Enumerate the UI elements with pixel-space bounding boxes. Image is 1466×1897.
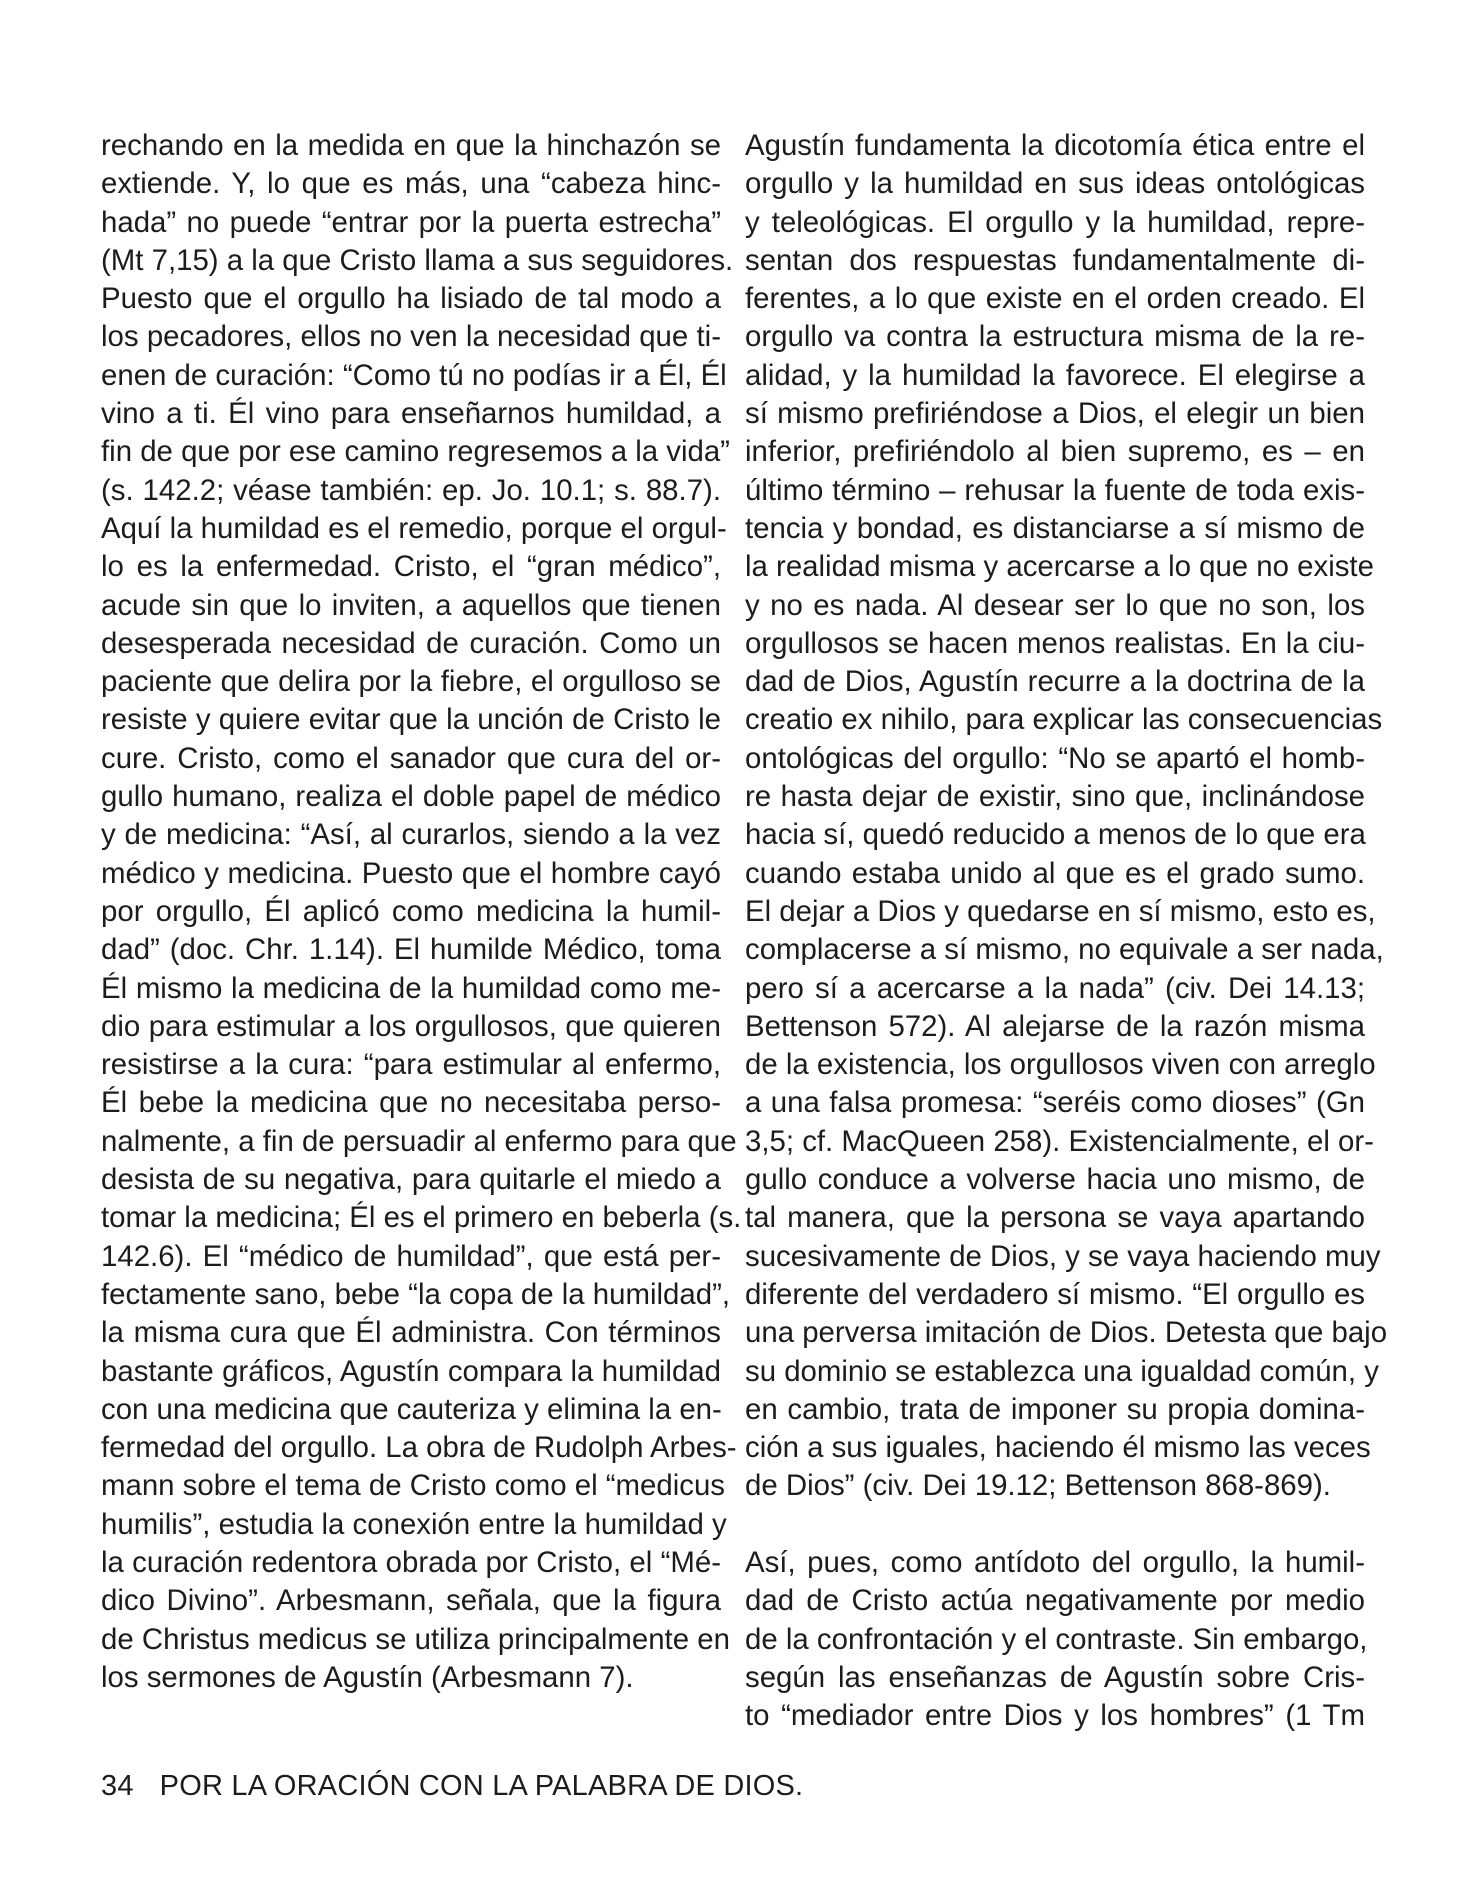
text-line: tal manera, que la persona se vaya apartando [745, 1201, 1365, 1235]
text-line: la realidad misma y acercarse a lo que no existe [745, 550, 1374, 584]
text-line: de la existencia, los orgullosos viven con arreglo [745, 1048, 1376, 1082]
right-column [745, 127, 1388, 1735]
text-line: to “mediador entre Dios y los hombres” (1 Tm [745, 1699, 1365, 1733]
text-line: de Dios” (civ. Dei 19.12; Bettenson 868-869). [745, 1469, 1331, 1503]
text-line: médico y medicina. Puesto que el hombre cayó [101, 856, 721, 890]
text-line: diferente del verdadero sí mismo. “El orgullo es [745, 1277, 1365, 1311]
text-line: El dejar a Dios y quedarse en sí mismo, esto es, [745, 894, 1376, 928]
text-line: cuando estaba unido al que es el grado sumo. [745, 856, 1365, 890]
text-line: ción a sus iguales, haciendo él mismo las veces [745, 1431, 1371, 1465]
text-line: (s. 142.2; véase también: ep. Jo. 10.1; s. 88.7). [101, 473, 721, 507]
text-line: ontológicas del orgullo: “No se apartó el homb- [745, 741, 1365, 775]
text-line: con una medicina que cauteriza y elimina la en- [101, 1392, 722, 1426]
text-line: nalmente, a fin de persuadir al enfermo para que [101, 1124, 737, 1158]
text-line: fectamente sano, bebe “la copa de la humildad”, [101, 1277, 731, 1311]
left-column [101, 127, 742, 1697]
text-line: en cambio, trata de imponer su propia domina- [745, 1392, 1365, 1426]
text-line: pero sí a acercarse a la nada” (civ. Dei 14.13; [745, 971, 1365, 1005]
running-title: POR LA ORACIÓN CON LA PALABRA DE DIOS. [159, 1770, 804, 1802]
text-line: Agustín fundamenta la dicotomía ética entre el [745, 129, 1365, 162]
text-line: orgullo y la humildad en sus ideas ontológicas [745, 167, 1365, 201]
text-line: Puesto que el orgullo ha lisiado de tal modo a [101, 282, 721, 316]
right-paragraph-2 [745, 1544, 1368, 1735]
text-line: resistirse a la cura: “para estimular al enfermo, [101, 1048, 721, 1082]
text-line: hacia sí, quedó reducido a menos de lo que era [745, 818, 1366, 852]
text-line: Él bebe la medicina que no necesitaba perso- [101, 1086, 721, 1120]
text-line: ferentes, a lo que existe en el orden creado. El [745, 282, 1365, 316]
text-line: desesperada necesidad de curación. Como un [101, 626, 721, 660]
text-line: fin de que por ese camino regresemos a la vida” [101, 435, 730, 469]
text-line: bastante gráficos, Agustín compara la humildad [101, 1354, 721, 1388]
text-line: sentan dos respuestas fundamentalmente di- [745, 243, 1365, 277]
text-line: dio para estimular a los orgullosos, que quieren [101, 1009, 721, 1043]
text-line: por orgullo, Él aplicó como medicina la humil- [101, 894, 721, 928]
paragraph-gap [745, 1506, 1365, 1544]
text-line: vino a ti. Él vino para enseñarnos humildad, a [101, 397, 721, 431]
text-line: su dominio se establezca una igualdad común, y [745, 1354, 1379, 1388]
text-line: desista de su negativa, para quitarle el miedo a [101, 1163, 721, 1197]
text-line: tencia y bondad, es distanciarse a sí mismo de [745, 511, 1365, 545]
text-line: según las enseñanzas de Agustín sobre Cris- [745, 1660, 1365, 1694]
text-line: dico Divino”. Arbesmann, señala, que la figura [101, 1584, 721, 1618]
text-line: inferior, prefiriéndolo al bien supremo, es – en [745, 435, 1365, 469]
text-line: sí mismo prefiriéndose a Dios, el elegir un bien [745, 397, 1365, 431]
text-line: los pecadores, ellos no ven la necesidad que ti- [101, 320, 721, 354]
text-line: rechando en la medida en que la hinchazón se [101, 129, 721, 162]
text-line: humilis”, estudia la conexión entre la humildad y [101, 1507, 727, 1541]
right-paragraph-1 [745, 127, 1388, 1506]
text-line: y de medicina: “Así, al curarlos, siendo a la vez [101, 818, 721, 852]
text-line: 142.6). El “médico de humildad”, que está per- [101, 1239, 721, 1273]
text-line: Él mismo la medicina de la humildad como me- [101, 971, 721, 1005]
text-line: cure. Cristo, como el sanador que cura del or- [101, 741, 721, 775]
text-line: mann sobre el tema de Cristo como el “medicus [101, 1469, 725, 1503]
text-line: gullo conduce a volverse hacia uno mismo, de [745, 1163, 1365, 1197]
text-line: último término – rehusar la fuente de toda exis- [745, 473, 1365, 507]
text-line: 3,5; cf. MacQueen 258). Existencialmente, el or- [745, 1124, 1374, 1158]
text-line: Bettenson 572). Al alejarse de la razón misma [745, 1009, 1365, 1043]
text-line: de Christus medicus se utiliza principalmente en [101, 1622, 730, 1656]
text-line: extiende. Y, lo que es más, una “cabeza hinc- [101, 167, 721, 201]
text-line: re hasta dejar de existir, sino que, inclinándose [745, 780, 1365, 814]
text-line: la misma cura que Él administra. Con términos [101, 1316, 721, 1350]
text-line: y teleológicas. El orgullo y la humildad, repre- [745, 205, 1365, 239]
text-line: enen de curación: “Como tú no podías ir a Él, Él [101, 358, 727, 392]
text-line: alidad, y la humildad la favorece. El elegirse a [745, 358, 1365, 392]
text-line: sucesivamente de Dios, y se vaya haciendo muy [745, 1239, 1381, 1273]
text-line: tomar la medicina; Él es el primero en beberla (s. [101, 1201, 742, 1235]
text-line: Aquí la humildad es el remedio, porque el orgul- [101, 511, 727, 545]
text-line: gullo humano, realiza el doble papel de médico [101, 780, 721, 814]
text-line: complacerse a sí mismo, no equivale a ser nada, [745, 933, 1384, 967]
text-line: resiste y quiere evitar que la unción de Cristo le [101, 703, 721, 737]
text-line: orgullosos se hacen menos realistas. En la ciu- [745, 626, 1365, 660]
text-line: y no es nada. Al desear ser lo que no son, los [745, 588, 1365, 622]
text-line: (Mt 7,15) a la que Cristo llama a sus seguidores. [101, 243, 734, 277]
text-line: una perversa imitación de Dios. Detesta que bajo [745, 1316, 1388, 1350]
text-line: paciente que delira por la fiebre, el orgulloso se [101, 665, 721, 699]
text-line: a una falsa promesa: “seréis como dioses” (Gn [745, 1086, 1365, 1120]
text-line: la curación redentora obrada por Cristo, el “Mé- [101, 1545, 721, 1579]
text-line: dad de Dios, Agustín recurre a la doctrina de la [745, 665, 1365, 699]
text-line: creatio ex nihilo, para explicar las consecuencias [745, 703, 1383, 737]
text-line: lo es la enfermedad. Cristo, el “gran médico”, [101, 550, 721, 584]
text-line: orgullo va contra la estructura misma de la re- [745, 320, 1365, 354]
page-number: 34 [101, 1770, 134, 1802]
text-line: dad” (doc. Chr. 1.14). El humilde Médico, toma [101, 933, 721, 967]
text-line: los sermones de Agustín (Arbesmann 7). [101, 1660, 634, 1694]
text-line: hada” no puede “entrar por la puerta estrecha” [101, 205, 721, 239]
text-line: dad de Cristo actúa negativamente por medio [745, 1584, 1365, 1618]
text-line: fermedad del orgullo. La obra de Rudolph Arbes- [101, 1431, 737, 1465]
text-line: de la confrontación y el contraste. Sin embargo, [745, 1622, 1368, 1656]
page-footer [101, 1770, 803, 1803]
text-line: acude sin que lo inviten, a aquellos que tienen [101, 588, 721, 622]
text-line: Así, pues, como antídoto del orgullo, la humil- [745, 1545, 1365, 1579]
